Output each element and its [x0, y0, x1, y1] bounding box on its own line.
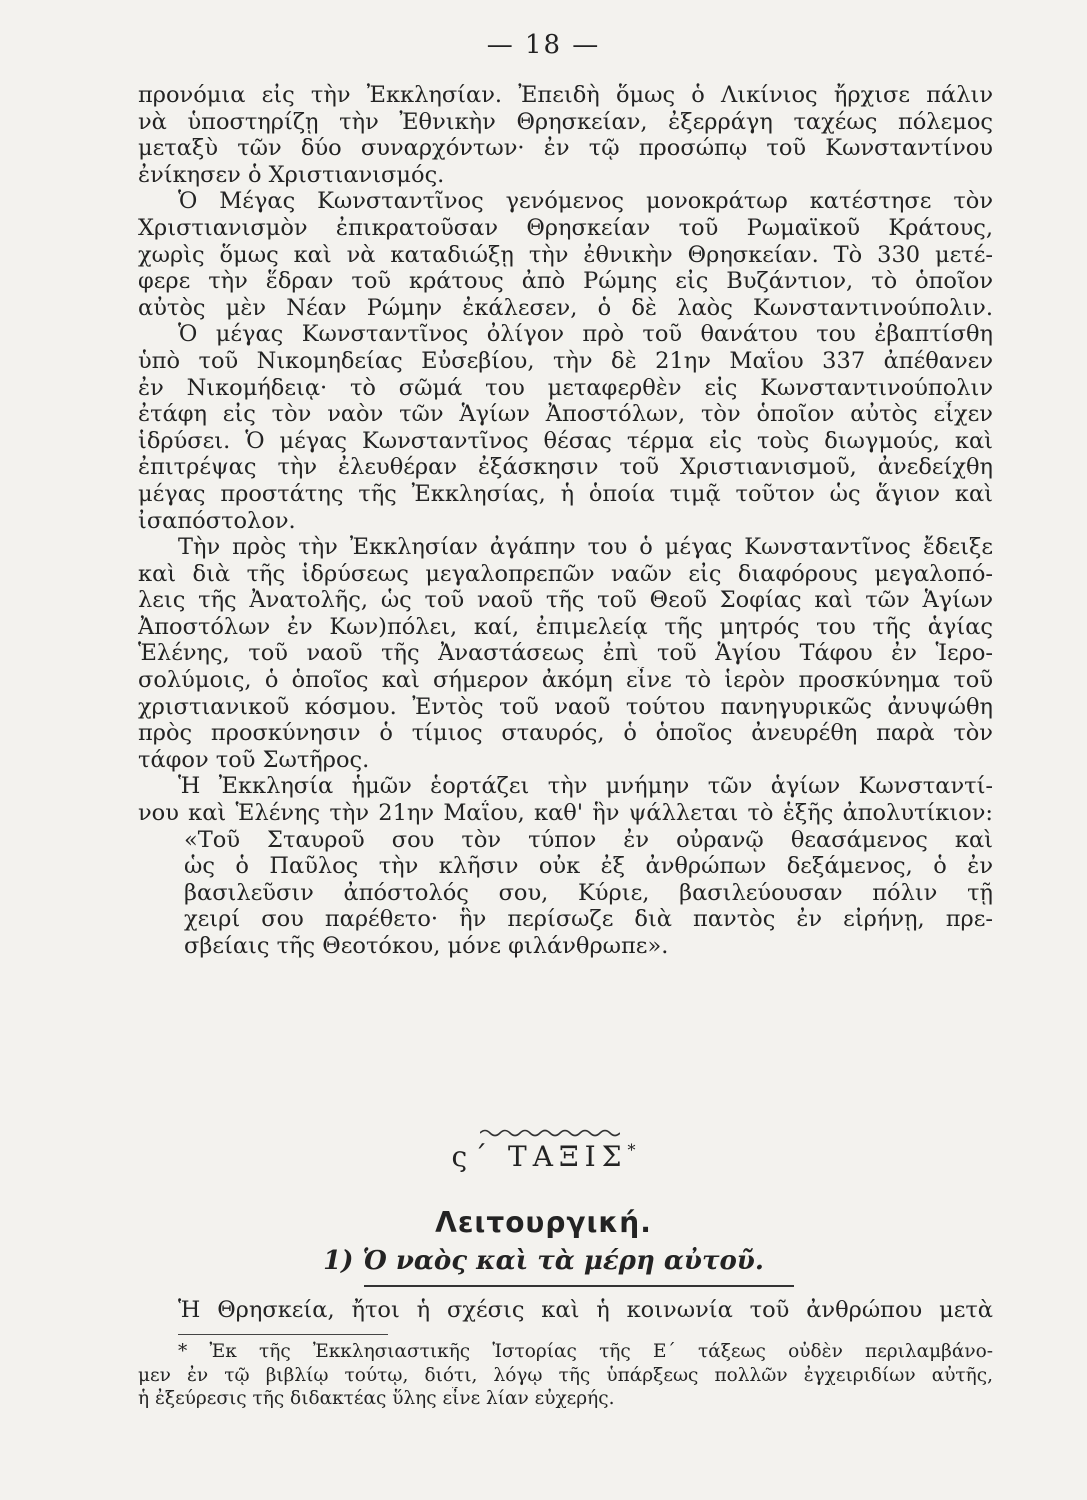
text-line: ἐν Νικομήδειᾳ· τὸ σῶμά του μεταφερθὲν εἰς Κωνσταντινούπολιν — [138, 374, 993, 401]
text-line: μέγας προστάτης τῆς Ἐκκλησίας, ἡ ὁποία τιμᾷ τοῦτον ὡς ἅγιον καὶ — [138, 480, 993, 507]
text-line: προνόμια εἰς τὴν Ἐκκλησίαν. Ἐπειδὴ ὅμως ὁ Λικίνιος ἤρχισε πάλιν — [138, 82, 993, 108]
footnote-line: ἡ ἐξεύρεσις τῆς διδακτέας ὕλης εἶνε λίαν εὐχερής. — [138, 1388, 615, 1409]
section-heading — [0, 1140, 1087, 1173]
footnote-rule — [178, 1334, 388, 1335]
hymn-line: «Τοῦ Σταυροῦ σου τὸν τύπον ἐν οὐρανῷ θεασάμενος καὶ — [184, 826, 993, 853]
hymn-line: χειρί σου παρέθετο· ἣν περίσωζε διὰ παντὸς ἐν εἰρήνῃ, πρε- — [184, 906, 993, 933]
text-line: ἱδρύσει. Ὁ μέγας Κωνσταντῖνος θέσας τέρμα εἰς τοὺς διωγμούς, καὶ — [138, 427, 993, 454]
footnote — [138, 1340, 993, 1411]
text-line: Χριστιανισμὸν ἐπικρατοῦσαν Θρησκείαν τοῦ Ρωμαϊκοῦ Κράτους, — [138, 214, 993, 241]
continuation-text — [138, 1297, 993, 1324]
subsection-underline — [364, 1285, 794, 1287]
text-line: νου καὶ Ἑλένης τὴν 21ην Μαΐου, καθ' ἣν ψάλλεται τὸ ἑξῆς ἀπολυτίκιον: — [138, 800, 993, 827]
text-line: μεταξὺ τῶν δύο συναρχόντων· ἐν τῷ προσώπῳ τοῦ Κωνσταντίνου — [138, 135, 993, 162]
text-line: καὶ διὰ τῆς ἱδρύσεως μεγαλοπρεπῶν ναῶν εἰς διαφόρους μεγαλοπό- — [138, 560, 993, 587]
text-line: Ἑλένης, τοῦ ναοῦ τῆς Ἀναστάσεως ἐπὶ τοῦ Ἁγίου Τάφου ἐν Ἱερο- — [138, 640, 993, 667]
subsection-title: 1) Ὁ ναὸς καὶ τὰ μέρη αὐτοῦ. — [323, 1246, 764, 1276]
text-line: ἰσαπόστολον. — [138, 507, 296, 534]
text-line: ὑπὸ τοῦ Νικομηδείας Εὐσεβίου, τὴν δὲ 21ην Μαΐου 337 ἀπέθανεν — [138, 347, 993, 374]
footnote-line: * Ἐκ τῆς Ἐκκλησιαστικῆς Ἱστορίας τῆς Ε΄ τάξεως οὐδὲν περιλαμβάνο- — [178, 1341, 993, 1362]
text-line: Ἡ Ἐκκλησία ἡμῶν ἑορτάζει τὴν μνήμην τῶν ἁγίων Κωνσταντί- — [178, 773, 993, 800]
footnote-line: μεν ἐν τῷ βιβλίῳ τούτῳ, διότι, λόγῳ τῆς ὑπάρξεως πολλῶν ἐγχειριδίων αὐτῆς, — [138, 1364, 993, 1386]
footnote-marker: * — [627, 1140, 636, 1160]
text-line: Ἡ Θρησκεία, ἤτοι ἡ σχέσις καὶ ἡ κοινωνία τοῦ ἀνθρώπου μετὰ — [178, 1297, 993, 1323]
text-line: αὐτὸς μὲν Νέαν Ρώμην ἐκάλεσεν, ὁ δὲ λαὸς Κωνσταντινούπολιν. — [138, 294, 993, 321]
text-line: ἐνίκησεν ὁ Χριστιανισμός. — [138, 161, 445, 188]
text-line: ἐτάφη εἰς τὸν ναὸν τῶν Ἁγίων Ἀποστόλων, τὸν ὁποῖον αὐτὸς εἶχεν — [138, 401, 993, 428]
hymn-line: ὡς ὁ Παῦλος τὴν κλῆσιν οὐκ ἐξ ἀνθρώπων δεξάμενος, ὁ ἐν — [184, 853, 993, 880]
text-line: νὰ ὑποστηρίζῃ τὴν Ἐθνικὴν Θρησκείαν, ἐξερράγη ταχέως πόλεμος — [138, 108, 993, 135]
text-line: πρὸς προσκύνησιν ὁ τίμιος σταυρός, ὁ ὁποῖος ἀνευρέθη παρὰ τὸν — [138, 720, 993, 747]
text-line: φερε τὴν ἕδραν τοῦ κράτους ἀπὸ Ρώμης εἰς Βυζάντιον, τὸ ὁποῖον — [138, 268, 993, 295]
main-text — [138, 82, 993, 960]
text-line: χωρὶς ὅμως καὶ νὰ καταδιώξῃ τὴν ἐθνικὴν Θρησκείαν. Τὸ 330 μετέ- — [138, 241, 993, 268]
text-line: τάφον τοῦ Σωτῆρος. — [138, 746, 370, 773]
page-number: — 18 — — [486, 30, 601, 60]
text-line: Ὁ μέγας Κωνσταντῖνος ὀλίγον πρὸ τοῦ θανάτου του ἐβαπτίσθη — [178, 321, 993, 348]
text-line: ἐπιτρέψας τὴν ἐλευθέραν ἐξάσκησιν τοῦ Χριστιανισμοῦ, ἀνεδείχθη — [138, 454, 993, 481]
text-line: λεις τῆς Ἀνατολῆς, ὡς τοῦ ναοῦ τῆς τοῦ Θεοῦ Σοφίας καὶ τῶν Ἁγίων — [138, 587, 993, 614]
section-heading-text: ς΄ ΤΑΞΙΣ — [451, 1140, 628, 1173]
text-line: χριστιανικοῦ κόσμου. Ἐντὸς τοῦ ναοῦ τούτου πανηγυρικῶς ἀνυψώθη — [138, 693, 993, 720]
text-line: Ἀποστόλων ἐν Κων)πόλει, καί, ἐπιμελείᾳ τῆς μητρός του τῆς ἁγίας — [138, 613, 993, 640]
text-line: Ὁ Μέγας Κωνσταντῖνος γενόμενος μονοκράτωρ κατέστησε τὸν — [178, 188, 993, 215]
subheading: Λειτουργική. — [435, 1206, 652, 1239]
ornament-divider — [480, 1127, 620, 1139]
hymn-line: βασιλεῦσιν ἀπόστολός σου, Κύριε, βασιλεύουσαν πόλιν τῇ — [184, 879, 993, 906]
text-line: σολύμοις, ὁ ὁποῖος καὶ σήμερον ἀκόμη εἶνε τὸ ἱερὸν προσκύνημα τοῦ — [138, 667, 993, 694]
hymn-line: σβείαις τῆς Θεοτόκου, μόνε φιλάνθρωπε». — [184, 933, 669, 959]
text-line: Τὴν πρὸς τὴν Ἐκκλησίαν ἀγάπην του ὁ μέγας Κωνσταντῖνος ἔδειξε — [178, 534, 993, 561]
